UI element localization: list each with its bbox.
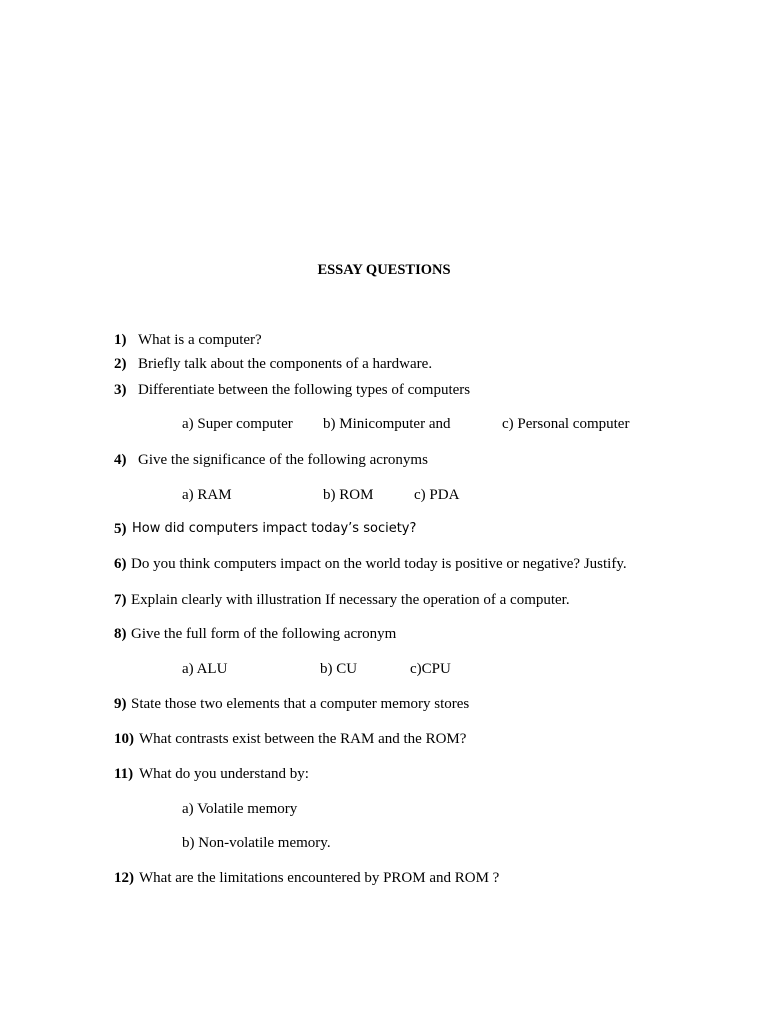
option: b) Minicomputer and (323, 416, 451, 432)
question-6 (114, 555, 127, 573)
question-text: Differentiate between the following types of computers (138, 382, 471, 398)
option: b) CU (320, 661, 358, 677)
question-text: Explain clearly with illustration If necessary the operation of a computer. (131, 592, 570, 608)
option: b) ROM (323, 487, 374, 503)
question-4 (114, 451, 127, 469)
question-number: 1) (114, 332, 127, 348)
option: a) Volatile memory (182, 801, 298, 817)
question-number: 9) (114, 696, 127, 712)
question-text: State those two elements that a computer memory stores (131, 696, 470, 712)
option: c)CPU (410, 661, 451, 677)
option: a) RAM (182, 487, 232, 503)
question-5 (114, 520, 127, 538)
option: c) Personal computer (502, 416, 630, 432)
question-number: 2) (114, 356, 127, 372)
question-2 (114, 355, 127, 373)
option: b) Non-volatile memory. (182, 835, 331, 851)
option: a) ALU (182, 661, 228, 677)
question-9 (114, 695, 127, 713)
question-text: Briefly talk about the components of a hardware. (138, 356, 433, 372)
question-10 (114, 730, 134, 748)
question-11 (114, 765, 133, 783)
question-number: 11) (114, 766, 134, 782)
question-number: 8) (114, 626, 127, 642)
question-text: Give the significance of the following acronyms (138, 452, 428, 468)
question-number: 10) (114, 731, 134, 747)
question-text: Do you think computers impact on the world today is positive or negative? Justify. (131, 556, 627, 572)
option: a) Super computer (182, 416, 293, 432)
question-8 (114, 625, 127, 643)
question-text: What are the limitations encountered by PROM and ROM ? (139, 870, 500, 886)
question-number: 6) (114, 556, 127, 572)
question-1 (114, 331, 127, 349)
page-title: ESSAY QUESTIONS (317, 262, 451, 278)
question-12 (114, 869, 134, 887)
question-text: What is a computer? (138, 332, 262, 348)
option: c) PDA (414, 487, 460, 503)
question-3 (114, 381, 127, 399)
question-text: How did computers impact today’s society? (132, 521, 417, 536)
question-number: 7) (114, 592, 127, 608)
question-number: 4) (114, 452, 127, 468)
question-number: 12) (114, 870, 134, 886)
question-number: 5) (114, 521, 127, 537)
question-number: 3) (114, 382, 127, 398)
question-text: What do you understand by: (139, 766, 309, 782)
question-text: Give the full form of the following acronym (131, 626, 397, 642)
question-text: What contrasts exist between the RAM and the ROM? (139, 731, 467, 747)
question-7 (114, 591, 127, 609)
